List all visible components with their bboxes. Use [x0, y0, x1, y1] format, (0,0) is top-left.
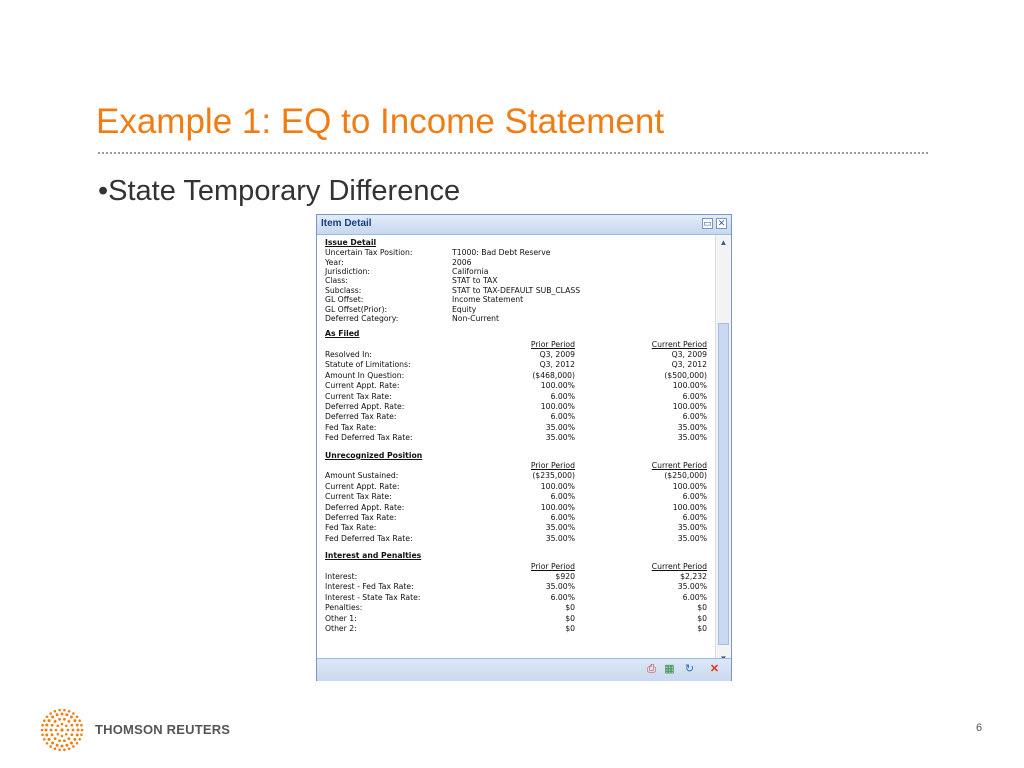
prior-value: 35.00% — [545, 533, 575, 543]
prior-value: Q3, 2012 — [539, 360, 575, 370]
table-row-label: Fed Deferred Tax Rate: — [325, 433, 413, 443]
window-close-icon[interactable]: ✕ — [717, 218, 726, 228]
table-row-label: Current Appt. Rate: — [325, 481, 400, 491]
scroll-up-icon[interactable]: ▲ — [719, 238, 728, 247]
current-value: Q3, 2009 — [671, 350, 707, 360]
current-value: 6.00% — [682, 391, 707, 401]
current-value: ($500,000) — [664, 370, 707, 380]
current-value: 6.00% — [682, 513, 707, 523]
current-value: 100.00% — [672, 481, 707, 491]
prior-value: 6.00% — [550, 492, 575, 502]
prior-value: 35.00% — [545, 433, 575, 443]
field-label: Jurisdiction: — [325, 267, 370, 277]
prior-value: 6.00% — [550, 592, 575, 602]
current-value: 35.00% — [677, 582, 707, 592]
prior-value: 100.00% — [540, 402, 575, 412]
field-value: STAT to TAX — [452, 276, 498, 286]
field-value: Equity — [452, 304, 477, 314]
window-titlebar[interactable] — [317, 215, 731, 235]
current-value: $0 — [697, 613, 707, 623]
prior-value: 6.00% — [550, 513, 575, 523]
prior-value: $0 — [565, 613, 575, 623]
table-row-label: Fed Tax Rate: — [325, 523, 377, 533]
field-value: 2006 — [452, 257, 472, 267]
pdf-icon[interactable]: ⎙ — [647, 663, 656, 675]
table-row-label: Resolved In: — [325, 350, 372, 360]
current-value: 35.00% — [677, 533, 707, 543]
current-value: $0 — [697, 603, 707, 613]
thomson-reuters-logo-icon — [40, 708, 84, 752]
prior-value: 35.00% — [545, 422, 575, 432]
window-title: Item Detail — [321, 218, 372, 229]
prior-value: ($235,000) — [532, 471, 575, 481]
table-row-label: Deferred Tax Rate: — [325, 513, 397, 523]
prior-value: 35.00% — [545, 582, 575, 592]
prior-value: ($468,000) — [532, 370, 575, 380]
brand-name: THOMSON REUTERS — [95, 722, 231, 737]
field-value: STAT to TAX-DEFAULT SUB_CLASS — [452, 285, 581, 295]
field-label: Class: — [325, 276, 348, 286]
current-period-header: Current Period — [651, 339, 707, 349]
prior-value: $0 — [565, 603, 575, 613]
detail-content — [317, 235, 715, 668]
current-value: 6.00% — [682, 592, 707, 602]
prior-value: 100.00% — [540, 481, 575, 491]
table-row-label: Deferred Appt. Rate: — [325, 402, 405, 412]
field-label: Uncertain Tax Position: — [325, 248, 413, 258]
table-row-label: Deferred Appt. Rate: — [325, 502, 405, 512]
field-label: GL Offset(Prior): — [325, 304, 388, 314]
prior-value: 35.00% — [545, 523, 575, 533]
section-heading: Issue Detail — [325, 238, 377, 247]
field-value: T1000: Bad Debt Reserve — [452, 248, 551, 258]
table-row-label: Other 2: — [325, 624, 357, 634]
slide-title: Example 1: EQ to Income Statement — [96, 102, 665, 141]
section-heading: Unrecognized Position — [325, 450, 423, 460]
maximize-icon[interactable]: ▭ — [703, 218, 712, 228]
item-detail-window — [316, 214, 732, 681]
current-value: 100.00% — [672, 381, 707, 391]
current-value: Q3, 2012 — [671, 360, 707, 370]
current-period-header: Current Period — [651, 461, 707, 471]
table-row-label: Penalties: — [325, 603, 363, 613]
current-value: 35.00% — [677, 422, 707, 432]
prior-value: 6.00% — [550, 391, 575, 401]
current-value: ($250,000) — [664, 471, 707, 481]
section-heading: Interest and Penalties — [325, 551, 422, 561]
table-row-label: Amount Sustained: — [325, 471, 399, 481]
field-value: Income Statement — [452, 295, 524, 305]
prior-period-header: Prior Period — [530, 461, 575, 471]
table-row-label: Interest - State Tax Rate: — [325, 592, 421, 602]
title-divider — [98, 152, 928, 154]
refresh-icon[interactable]: ↻ — [684, 663, 695, 675]
bullet-text: •State Temporary Difference — [98, 175, 461, 207]
current-value: 100.00% — [672, 502, 707, 512]
current-value: $2,232 — [680, 572, 707, 582]
field-label: Subclass: — [325, 285, 362, 295]
section-heading: As Filed — [325, 329, 360, 339]
vertical-scrollbar[interactable] — [715, 235, 731, 668]
field-value: Non-Current — [452, 313, 499, 323]
table-row-label: Other 1: — [325, 613, 357, 623]
field-label: Deferred Category: — [325, 313, 399, 323]
current-value: 35.00% — [677, 433, 707, 443]
table-row-label: Current Tax Rate: — [325, 391, 392, 401]
prior-value: $0 — [565, 624, 575, 634]
prior-value: $920 — [555, 572, 575, 582]
table-row-label: Statute of Limitations: — [325, 360, 411, 370]
table-row-label: Current Tax Rate: — [325, 492, 392, 502]
close-icon[interactable]: ✕ — [709, 663, 720, 675]
current-value: 100.00% — [672, 402, 707, 412]
prior-value: Q3, 2009 — [539, 350, 575, 360]
page-number: 6 — [976, 722, 983, 734]
current-period-header: Current Period — [651, 561, 707, 571]
current-value: $0 — [697, 624, 707, 634]
field-value: California — [452, 267, 489, 277]
window-toolbar — [317, 658, 731, 681]
prior-value: 6.00% — [550, 412, 575, 422]
current-value: 6.00% — [682, 412, 707, 422]
field-label: GL Offset: — [325, 295, 364, 305]
table-row-label: Deferred Tax Rate: — [325, 412, 397, 422]
prior-period-header: Prior Period — [530, 339, 575, 349]
field-label: Year: — [325, 257, 344, 267]
table-row-label: Fed Deferred Tax Rate: — [325, 533, 413, 543]
scroll-thumb[interactable] — [718, 323, 729, 645]
table-row-label: Interest: — [325, 572, 358, 582]
table-row-label: Current Appt. Rate: — [325, 381, 400, 391]
excel-icon[interactable]: ▦ — [664, 663, 675, 675]
table-row-label: Interest - Fed Tax Rate: — [325, 582, 414, 592]
prior-period-header: Prior Period — [530, 561, 575, 571]
prior-value: 100.00% — [540, 381, 575, 391]
current-value: 6.00% — [682, 492, 707, 502]
table-row-label: Fed Tax Rate: — [325, 422, 377, 432]
table-row-label: Amount In Question: — [325, 370, 405, 380]
prior-value: 100.00% — [540, 502, 575, 512]
current-value: 35.00% — [677, 523, 707, 533]
